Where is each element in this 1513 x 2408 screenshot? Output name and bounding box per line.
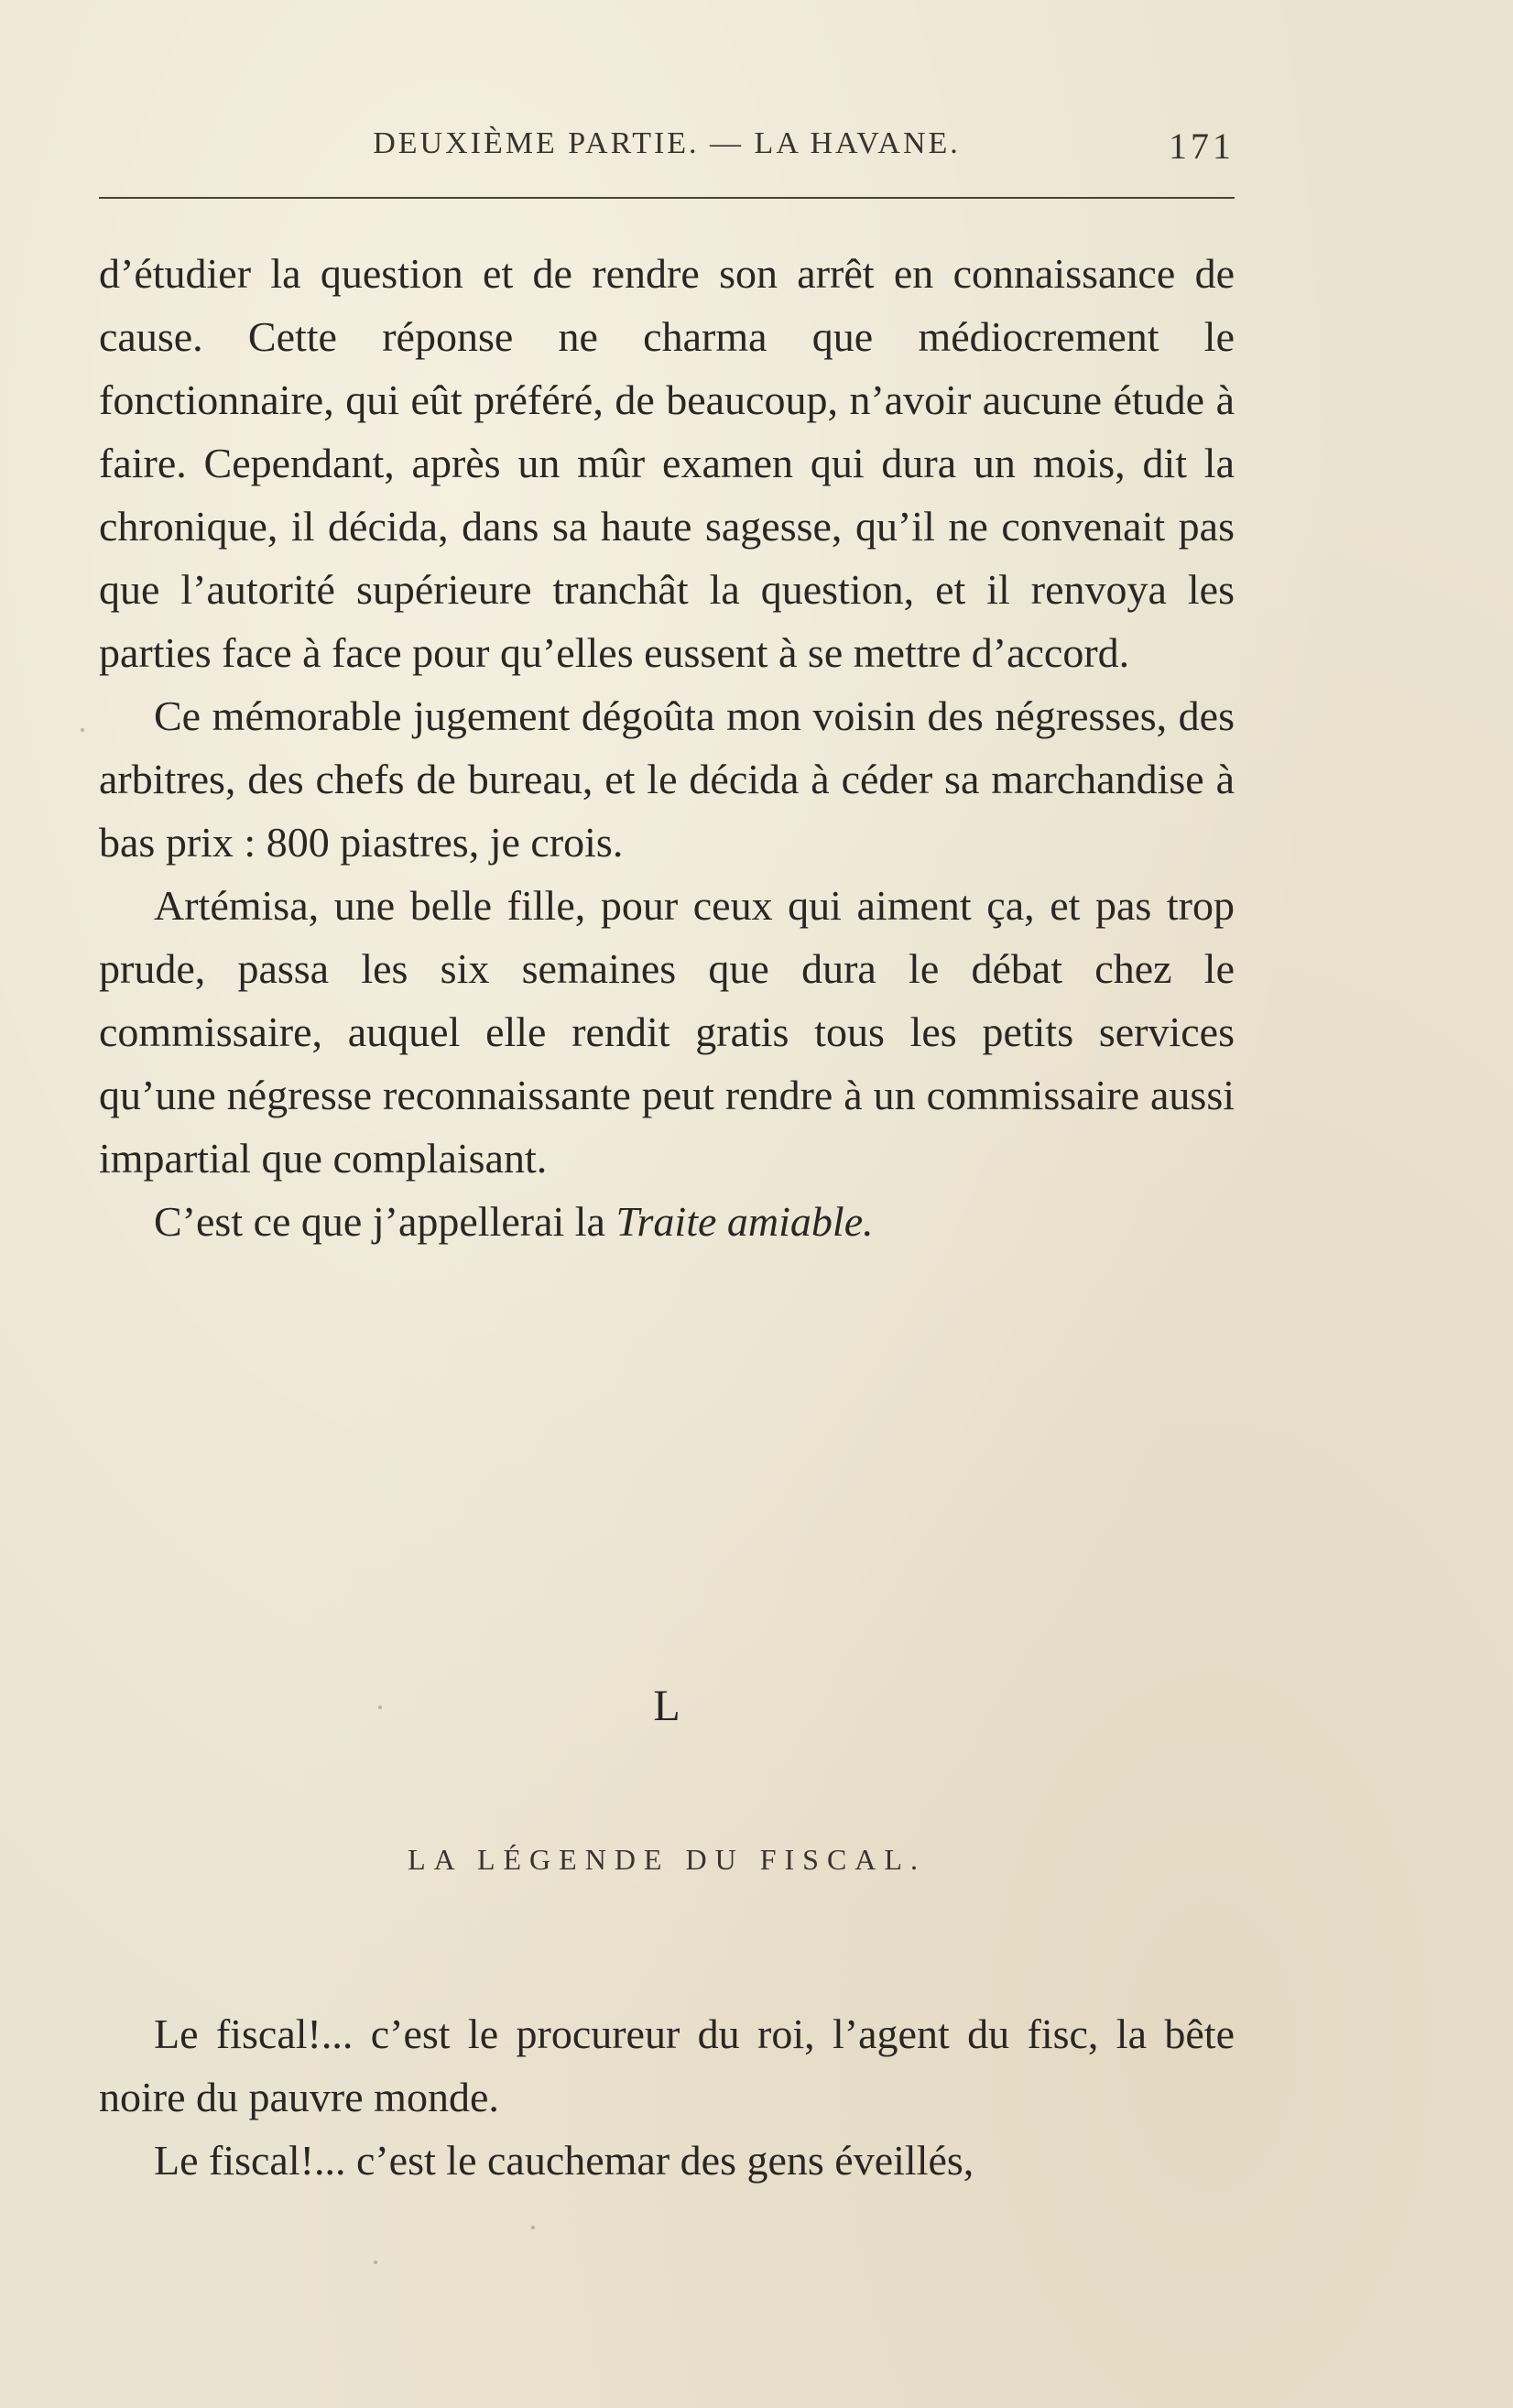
page-number: 171 bbox=[1169, 125, 1235, 167]
closing-paragraph bbox=[99, 1190, 1235, 1253]
paper-speck bbox=[374, 2261, 377, 2264]
italic-term: Traite amiable. bbox=[615, 1198, 874, 1245]
closing-lead: C’est ce que j’appellerai la bbox=[154, 1198, 616, 1245]
header-rule bbox=[99, 197, 1235, 199]
chapter-number: L bbox=[653, 1682, 680, 1730]
paragraph: Le fiscal!... c’est le procureur du roi, l’agent du fisc, la bête noire du pauvre monde. bbox=[99, 2010, 1235, 2120]
paragraph: Artémisa, une belle fille, pour ceux qui aiment ça, et pas trop prude, passa les six semaines que dura le débat chez le commissaire, auquel elle rendit gratis tous les petits services qu’une négresse reconnaissante peut rendre à un commissaire aussi impartial que complaisant. bbox=[99, 882, 1235, 1182]
chapter-title: LA LÉGENDE DU FISCAL. bbox=[408, 1843, 926, 1876]
running-title: DEUXIÈME PARTIE. — LA HAVANE. bbox=[373, 126, 961, 160]
paper-speck bbox=[378, 1705, 382, 1709]
paper-speck bbox=[81, 728, 84, 732]
chapter-body-text bbox=[99, 2002, 1235, 2192]
running-head bbox=[99, 126, 1235, 172]
paragraph: d’étudier la question et de rendre son arrêt en connaissance de cause. Cette réponse ne charma que médiocrement le fonctionnaire, qui eût préféré, de beaucoup, n’avoir aucune étude à faire. Cependant, après un mûr examen qui dura un mois, dit la chronique, il décida, dans sa haute sagesse, qu’il ne convenait pas que l’autorité supérieure tranchât la question, et il renvoya les parties face à face pour qu’elles eussent à se mettre d’accord. bbox=[99, 250, 1235, 676]
paper-speck bbox=[531, 2226, 535, 2229]
body-text bbox=[99, 242, 1235, 1253]
paragraph: Ce mémorable jugement dégoûta mon voisin des négresses, des arbitres, des chefs de bureau, et le décida à céder sa marchandise à bas prix : 800 piastres, je crois. bbox=[99, 692, 1235, 866]
paragraph: Le fiscal!... c’est le cauchemar des gens éveillés, bbox=[154, 2137, 974, 2184]
